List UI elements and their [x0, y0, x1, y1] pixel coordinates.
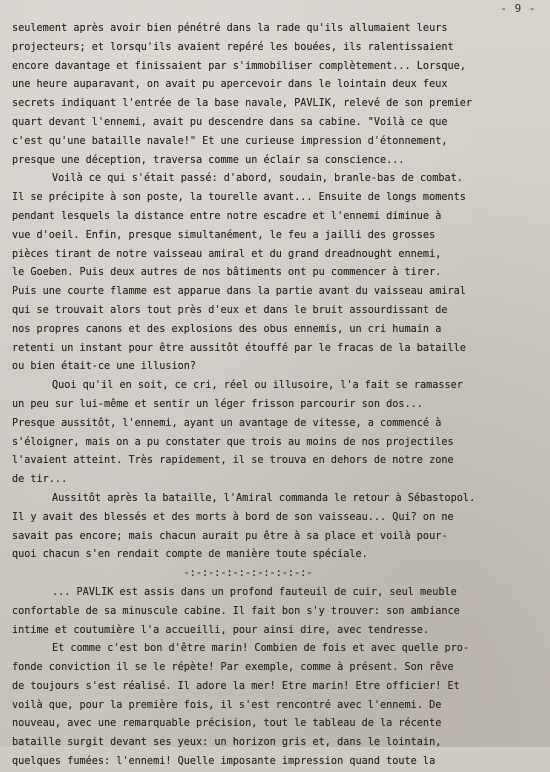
page-number: - 9 - — [500, 2, 536, 15]
text-line: seulement après avoir bien pénétré dans la rade qu'ils allumaient leurs — [12, 23, 448, 34]
text-line: de tir... — [12, 474, 68, 486]
text-line: le Goeben. Puis deux autres de nos bâtiments ont pu commencer à tirer. — [12, 267, 442, 279]
text-line: projecteurs; et lorsqu'ils avaient repéré les bouées, ils ralentissaient — [12, 41, 454, 53]
text-line: intime et coutumière l'a accueilli, pour ainsi dire, avec tendresse. — [12, 624, 430, 636]
text-line: c'est qu'une bataille navale!" Et une curieuse impression d'étonnement, — [12, 135, 448, 147]
text-line: pendant lesquels la distance entre notre escadre et l'ennemi diminue à — [12, 210, 442, 222]
text-line: fonde conviction il se le répète! Par exemple, comme à présent. Son rêve — [12, 662, 454, 674]
text-line: vue d'oeil. Enfin, presque simultanément, le feu a jailli des grosses — [12, 229, 436, 241]
text-line: Il y avait des blessés et des morts à bord de son vaisseau... Qui? on ne — [12, 511, 454, 523]
text-line: Aussitôt après la bataille, l'Amiral commanda le retour à Sébastopol. — [52, 492, 476, 504]
text-line: Voilà ce qui s'était passé: d'abord, soudain, branle-bas de combat. — [52, 173, 463, 185]
text-line: nouveau, avec une remarquable précision, tout le tableau de la récente — [12, 718, 442, 730]
text-line: bataille surgit devant ses yeux: un horizon gris et, dans le lointain, — [12, 737, 442, 749]
text-line: quelques fumées: l'ennemi! Quelle imposante impression quand toute la — [12, 756, 436, 768]
section-separator: -:-:-:-:-:-:-:-:-:-:- — [183, 568, 313, 580]
text-line: de toujours s'est réalisé. Il adore la mer! Etre marin! Etre officier! Et — [12, 680, 460, 692]
text-line: nos propres canons et des explosions des obus ennemis, un cri humain a — [12, 323, 442, 335]
text-line: Et comme c'est bon d'être marin! Combien de fois et avec quelle pro- — [52, 643, 470, 655]
text-line: Puis une courte flamme est apparue dans la partie avant du vaisseau amiral — [12, 286, 466, 298]
text-line: s'éloigner, mais on a pu constater que trois au moins de nos projectiles — [12, 436, 454, 448]
text-line: ... PAVLIK est assis dans un profond fauteuil de cuir, seul meuble — [52, 586, 457, 598]
text-line: quoi chacun s'en rendait compte de manière toute spéciale. — [12, 549, 368, 561]
text-line: Presque aussitôt, l'ennemi, ayant un avantage de vitesse, a commencé à — [12, 417, 442, 429]
text-line: un peu sur lui-même et sentir un léger frisson parcourir son dos... — [12, 398, 423, 410]
text-line: secrets indiquant l'entrée de la base navale, PAVLIK, relevé de son premier — [12, 98, 473, 110]
body-text — [12, 20, 544, 772]
text-line: quart devant l'ennemi, avait pu descendre dans sa cabine. "Voilà ce que — [12, 116, 448, 128]
text-line: qui se trouvait alors tout près d'eux et dans le bruit assourdissant de — [12, 304, 448, 316]
text-line: voilà que, pour la première fois, il s'est rencontré avec l'ennemi. De — [12, 699, 442, 711]
text-line: confortable de sa minuscule cabine. Il fait bon s'y trouver: son ambiance — [12, 605, 460, 617]
text-line: retenti un instant pour être aussitôt étouffé par le fracas de la bataille — [12, 342, 466, 354]
text-line: une heure auparavant, on avait pu apercevoir dans le lointain deux feux — [12, 79, 448, 91]
text-line: Il se précipite à son poste, la tourelle avant... Ensuite de longs moments — [12, 192, 466, 204]
text-line: savait pas encore; mais chacun aurait pu être à sa place et voilà pour- — [12, 530, 448, 542]
text-line: Quoi qu'il en soit, ce cri, réel ou illusoire, l'a fait se ramasser — [52, 380, 463, 392]
text-line: pièces tirant de notre vaisseau amiral et du grand dreadnought ennemi, — [12, 248, 442, 260]
text-line: ou bien était-ce une illusion? — [12, 361, 197, 373]
text-line: l'avaient atteint. Très rapidement, il se trouva en dehors de notre zone — [12, 455, 454, 467]
text-line: presque une déception, traversa comme un éclair sa conscience... — [12, 154, 405, 166]
text-line: encore davantage et finissaient par s'immobiliser complètement... Lorsque, — [12, 60, 466, 72]
